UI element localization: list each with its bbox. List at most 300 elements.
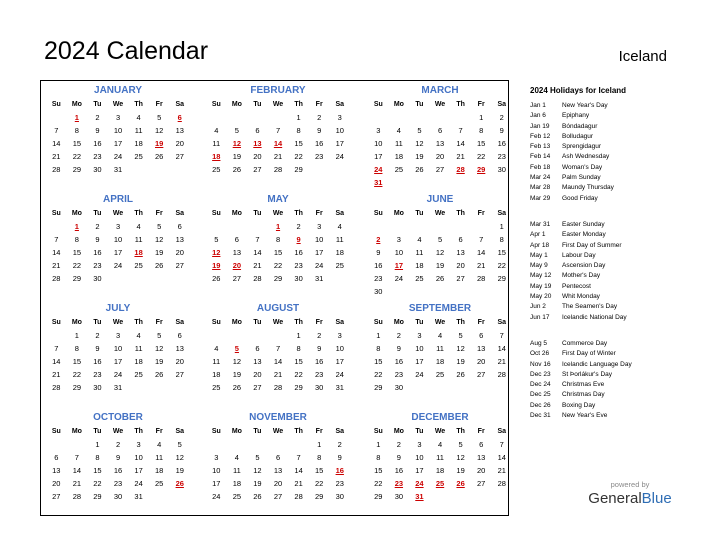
day-cell: 4: [136, 113, 141, 122]
day-cell: 16: [93, 357, 102, 366]
day-cell: 6: [437, 126, 443, 135]
day-cell: 25: [394, 165, 404, 174]
day-cell: 9: [95, 235, 100, 244]
week-row: [46, 259, 190, 272]
day-cell: 25: [155, 479, 164, 488]
weekday-header: Mo: [393, 319, 404, 326]
day-cell: 13: [175, 344, 184, 353]
day-cell: 15: [477, 139, 486, 148]
week-row: [368, 124, 512, 137]
holiday-name: Easter Sunday: [562, 220, 605, 228]
day-cell: 10: [415, 344, 424, 353]
day-cell: [46, 329, 67, 342]
day-cell: 1: [376, 440, 381, 449]
day-cell: 5: [458, 331, 463, 340]
month-name: APRIL: [103, 194, 133, 205]
month-name: MAY: [267, 194, 289, 205]
day-cell: 25: [415, 274, 424, 283]
month-january: [46, 84, 190, 176]
weekday-header: Th: [134, 319, 143, 326]
day-cell: 9: [337, 453, 342, 462]
holiday-item: [530, 292, 700, 302]
day-cell: 21: [294, 479, 303, 488]
weekday-header: Th: [456, 319, 465, 326]
day-cell: [409, 111, 430, 124]
day-cell: 15: [273, 248, 283, 257]
weekday-header: Mo: [71, 101, 82, 108]
day-cell: 19: [175, 466, 184, 475]
weekday-header: We: [112, 428, 124, 435]
holiday-day-cell: 24: [374, 165, 383, 174]
week-row: [206, 477, 350, 490]
day-cell: [430, 176, 451, 189]
day-cell: [368, 111, 389, 124]
day-cell: 26: [212, 274, 221, 283]
day-cell: 2: [396, 440, 401, 449]
weekday-header: Tu: [415, 101, 424, 108]
day-cell: 22: [72, 370, 82, 379]
day-cell: [491, 381, 512, 394]
day-cell: 26: [155, 370, 164, 379]
day-cell: [329, 163, 350, 176]
day-cell: [46, 111, 67, 124]
day-cell: [128, 381, 149, 394]
holiday-day-cell: 9: [296, 235, 301, 244]
week-row: [206, 490, 350, 503]
week-row: [206, 451, 350, 464]
day-cell: 6: [479, 440, 484, 449]
day-cell: [409, 220, 430, 233]
holiday-item: [530, 251, 700, 261]
day-cell: 25: [435, 370, 445, 379]
day-cell: [149, 381, 170, 394]
day-cell: 16: [294, 248, 303, 257]
week-row: [368, 355, 512, 368]
day-cell: 26: [155, 152, 164, 161]
weekday-header: Fr: [315, 428, 323, 435]
day-cell: 15: [72, 139, 82, 148]
day-cell: 8: [317, 453, 322, 462]
week-row: [368, 490, 512, 503]
day-cell: 12: [456, 453, 465, 462]
day-cell: 13: [477, 344, 486, 353]
week-row: [368, 477, 512, 490]
holiday-day-cell: 13: [253, 139, 262, 148]
weekday-header: Sa: [335, 210, 345, 217]
day-cell: 24: [394, 274, 404, 283]
month-september: [368, 302, 512, 394]
day-cell: 7: [479, 235, 484, 244]
country-label: Iceland: [618, 48, 667, 65]
day-cell: 29: [497, 274, 506, 283]
weekday-header-row: [46, 425, 190, 438]
day-cell: [430, 381, 451, 394]
week-row: [46, 490, 190, 503]
week-row: [46, 150, 190, 163]
day-cell: 20: [253, 152, 262, 161]
holiday-group-gap: [530, 323, 700, 339]
brand-logo[interactable]: [584, 480, 676, 508]
day-cell: 5: [157, 331, 162, 340]
day-cell: 28: [72, 492, 82, 501]
holiday-item: [530, 142, 700, 152]
day-cell: [206, 329, 227, 342]
holiday-date: May 20: [530, 293, 552, 301]
holiday-item: [530, 132, 700, 142]
holiday-day-cell: 1: [74, 222, 79, 231]
day-cell: 28: [477, 274, 486, 283]
day-cell: 21: [273, 370, 283, 379]
holiday-name: Commerce Day: [562, 339, 608, 347]
weekday-header: Tu: [93, 428, 102, 435]
day-cell: 21: [273, 152, 283, 161]
month-name: DECEMBER: [411, 412, 469, 423]
weekday-header-row: [368, 425, 512, 438]
day-cell: 15: [374, 466, 383, 475]
day-cell: 29: [294, 165, 303, 174]
holiday-name: Good Friday: [562, 194, 598, 202]
month-name: SEPTEMBER: [408, 303, 472, 314]
day-cell: 2: [95, 113, 100, 122]
holiday-date: Apr 1: [530, 231, 546, 239]
week-row: [368, 438, 512, 451]
day-cell: 24: [134, 479, 143, 488]
day-cell: 17: [113, 139, 123, 148]
day-cell: 12: [155, 235, 164, 244]
day-cell: 9: [115, 453, 121, 462]
day-cell: 14: [72, 466, 82, 475]
holiday-date: Mar 28: [530, 184, 551, 192]
weekday-header: Sa: [175, 428, 185, 435]
day-cell: 4: [337, 222, 342, 231]
weekday-header: Fr: [155, 101, 163, 108]
day-cell: 22: [72, 261, 82, 270]
holiday-item: [530, 401, 700, 411]
day-cell: 24: [113, 370, 123, 379]
day-cell: 19: [456, 357, 465, 366]
day-cell: [491, 176, 512, 189]
weekday-header: Su: [373, 210, 383, 217]
day-cell: 11: [134, 235, 143, 244]
day-cell: 8: [275, 235, 281, 244]
day-cell: 8: [74, 126, 79, 135]
day-cell: 18: [335, 248, 344, 257]
weekday-header: Th: [294, 319, 303, 326]
holiday-day-cell: 1: [74, 113, 79, 122]
day-cell: 17: [315, 248, 324, 257]
holiday-date: Jan 1: [530, 102, 546, 109]
week-row: [206, 111, 350, 124]
day-cell: 11: [232, 466, 241, 475]
weekday-header: Tu: [253, 101, 262, 108]
day-cell: 7: [275, 344, 281, 353]
day-cell: [227, 329, 248, 342]
day-cell: 25: [335, 261, 344, 270]
day-cell: 10: [335, 126, 344, 135]
holiday-item: [530, 390, 700, 400]
day-cell: 9: [317, 344, 322, 353]
day-cell: 5: [255, 453, 260, 462]
day-cell: 1: [479, 113, 484, 122]
week-row: [46, 111, 190, 124]
weekday-header: Th: [134, 101, 143, 108]
weekday-header: We: [272, 101, 284, 108]
week-row: [46, 342, 190, 355]
holiday-item: [530, 302, 700, 312]
day-cell: [46, 220, 67, 233]
week-row: [206, 220, 350, 233]
day-cell: 19: [232, 370, 242, 379]
holiday-day-cell: 23: [394, 479, 404, 488]
day-cell: 27: [477, 370, 486, 379]
weekday-header: Sa: [497, 210, 507, 217]
day-cell: 21: [253, 261, 262, 270]
day-cell: 1: [296, 113, 301, 122]
weekday-header: Mo: [231, 210, 242, 217]
week-row: [368, 111, 512, 124]
weekday-header-row: [46, 316, 190, 329]
week-row: [368, 285, 512, 298]
holiday-name: Ascension Day: [562, 262, 606, 270]
day-cell: 19: [435, 261, 445, 270]
holiday-name: First Day of Winter: [562, 350, 616, 358]
week-row: [206, 355, 350, 368]
day-cell: 12: [253, 466, 262, 475]
day-cell: 29: [72, 383, 82, 392]
holiday-date: Jan 6: [530, 112, 546, 120]
day-cell: 28: [253, 274, 262, 283]
holiday-name: Sprengidagur: [562, 143, 602, 151]
holiday-date: Feb 12: [530, 132, 551, 140]
day-cell: 27: [456, 274, 465, 283]
day-cell: 25: [232, 492, 242, 501]
page-title: 2024 Calendar: [44, 37, 209, 65]
weekday-header: We: [434, 210, 446, 217]
day-cell: 23: [335, 479, 344, 488]
day-cell: 22: [273, 261, 283, 270]
holiday-date: Jun 17: [530, 313, 550, 321]
holiday-item: [530, 122, 700, 132]
day-cell: [169, 381, 190, 394]
weekday-header-row: [368, 207, 512, 220]
month-name: JANUARY: [94, 85, 142, 96]
weekday-header: We: [272, 210, 284, 217]
weekday-header: Tu: [253, 428, 262, 435]
day-cell: 8: [376, 453, 381, 462]
day-cell: 18: [134, 139, 143, 148]
day-cell: 26: [435, 274, 445, 283]
week-row: [206, 329, 350, 342]
day-cell: 12: [435, 248, 445, 257]
holiday-date: Oct 26: [530, 350, 550, 358]
week-row: [368, 342, 512, 355]
month-name: OCTOBER: [93, 412, 143, 423]
day-cell: 4: [214, 126, 219, 135]
weekday-header: Sa: [175, 101, 185, 108]
day-cell: 19: [415, 152, 424, 161]
day-cell: 2: [499, 113, 504, 122]
day-cell: 23: [394, 370, 404, 379]
holiday-day-cell: 12: [212, 248, 221, 257]
day-cell: 14: [456, 139, 465, 148]
day-cell: 11: [134, 126, 143, 135]
weekday-header: Sa: [335, 428, 345, 435]
day-cell: 7: [499, 440, 504, 449]
day-cell: [268, 329, 289, 342]
day-cell: 23: [113, 479, 123, 488]
day-cell: 28: [273, 165, 283, 174]
day-cell: [169, 163, 190, 176]
holiday-name: First Day of Summer: [562, 241, 622, 249]
day-cell: 30: [394, 383, 404, 392]
day-cell: 9: [95, 344, 100, 353]
holiday-day-cell: 17: [394, 261, 404, 270]
calendar-grid: [40, 80, 509, 516]
holiday-item: [530, 261, 700, 271]
day-cell: 25: [134, 370, 143, 379]
day-cell: 20: [477, 357, 486, 366]
day-cell: 27: [52, 492, 61, 501]
day-cell: 9: [396, 453, 401, 462]
holiday-date: Nov 16: [530, 360, 551, 368]
day-cell: 3: [115, 113, 121, 122]
holiday-item: [530, 194, 700, 204]
day-cell: 4: [396, 126, 401, 135]
month-name: JULY: [105, 303, 131, 314]
holiday-date: Feb 18: [530, 163, 551, 171]
day-cell: 7: [499, 331, 504, 340]
day-cell: 28: [52, 383, 61, 392]
day-cell: 1: [499, 222, 504, 231]
week-row: [206, 150, 350, 163]
day-cell: 3: [337, 331, 342, 340]
day-cell: 29: [294, 383, 303, 392]
day-cell: 16: [113, 466, 123, 475]
day-cell: 18: [415, 261, 424, 270]
holiday-item: [530, 370, 700, 380]
holiday-day-cell: 2: [376, 235, 381, 244]
day-cell: 4: [136, 331, 141, 340]
day-cell: 10: [113, 235, 123, 244]
weekday-header-row: [206, 98, 350, 111]
day-cell: 26: [456, 370, 465, 379]
day-cell: 3: [136, 440, 141, 449]
day-cell: [389, 176, 410, 189]
weekday-header: Th: [456, 210, 465, 217]
day-cell: [128, 163, 149, 176]
day-cell: 24: [315, 261, 324, 270]
week-row: [46, 464, 190, 477]
day-cell: 5: [157, 113, 162, 122]
weekday-header: We: [434, 101, 446, 108]
holiday-list-panel: [530, 85, 700, 421]
day-cell: [309, 163, 330, 176]
weekday-header: Sa: [335, 101, 345, 108]
holiday-item: [530, 313, 700, 323]
weekday-header-row: [368, 98, 512, 111]
day-cell: 7: [275, 126, 281, 135]
day-cell: [108, 272, 129, 285]
day-cell: 16: [497, 139, 506, 148]
day-cell: 3: [337, 113, 342, 122]
day-cell: [247, 329, 268, 342]
day-cell: 15: [294, 357, 303, 366]
day-cell: 13: [253, 357, 262, 366]
day-cell: 24: [335, 370, 344, 379]
holiday-name: Christmas Day: [562, 391, 605, 399]
week-row: [46, 451, 190, 464]
day-cell: 6: [177, 331, 182, 340]
day-cell: [471, 220, 492, 233]
day-cell: 10: [335, 344, 344, 353]
day-cell: 25: [212, 165, 221, 174]
day-cell: 30: [335, 492, 344, 501]
day-cell: 27: [253, 383, 262, 392]
week-row: [46, 272, 190, 285]
day-cell: [471, 381, 492, 394]
week-row: [206, 381, 350, 394]
day-cell: 22: [294, 152, 303, 161]
week-row: [206, 259, 350, 272]
day-cell: 17: [415, 357, 424, 366]
day-cell: 6: [234, 235, 239, 244]
week-row: [46, 438, 190, 451]
holiday-day-cell: 29: [477, 165, 486, 174]
weekday-header: Fr: [315, 319, 323, 326]
day-cell: 16: [315, 357, 324, 366]
day-cell: 1: [296, 331, 301, 340]
day-cell: 14: [52, 139, 61, 148]
day-cell: [149, 163, 170, 176]
day-cell: 9: [499, 126, 504, 135]
day-cell: 31: [113, 165, 123, 174]
day-cell: 8: [479, 126, 484, 135]
holiday-name: Bolludagur: [562, 132, 594, 140]
day-cell: 16: [315, 139, 324, 148]
holiday-item: [530, 163, 700, 173]
week-row: [206, 342, 350, 355]
weekday-header: Su: [373, 101, 383, 108]
day-cell: 20: [435, 152, 445, 161]
day-cell: 2: [296, 222, 301, 231]
week-row: [46, 368, 190, 381]
day-cell: [450, 490, 471, 503]
weekday-header: We: [434, 319, 446, 326]
day-cell: 30: [93, 274, 102, 283]
day-cell: 23: [374, 274, 383, 283]
weekday-header: Fr: [477, 428, 485, 435]
weekday-header: Th: [134, 428, 143, 435]
weekday-header-row: [368, 316, 512, 329]
day-cell: [450, 220, 471, 233]
weekday-header: Fr: [155, 428, 163, 435]
week-row: [368, 150, 512, 163]
day-cell: [227, 220, 248, 233]
day-cell: 3: [115, 222, 121, 231]
day-cell: 15: [93, 466, 102, 475]
day-cell: [149, 490, 170, 503]
weekday-header: Sa: [175, 210, 185, 217]
day-cell: [491, 490, 512, 503]
holiday-date: Dec 31: [530, 412, 551, 420]
day-cell: 29: [374, 492, 383, 501]
week-row: [46, 220, 190, 233]
holiday-date: Apr 18: [530, 241, 550, 249]
day-cell: 3: [115, 331, 121, 340]
day-cell: [268, 111, 289, 124]
week-row: [368, 220, 512, 233]
day-cell: 5: [417, 126, 422, 135]
